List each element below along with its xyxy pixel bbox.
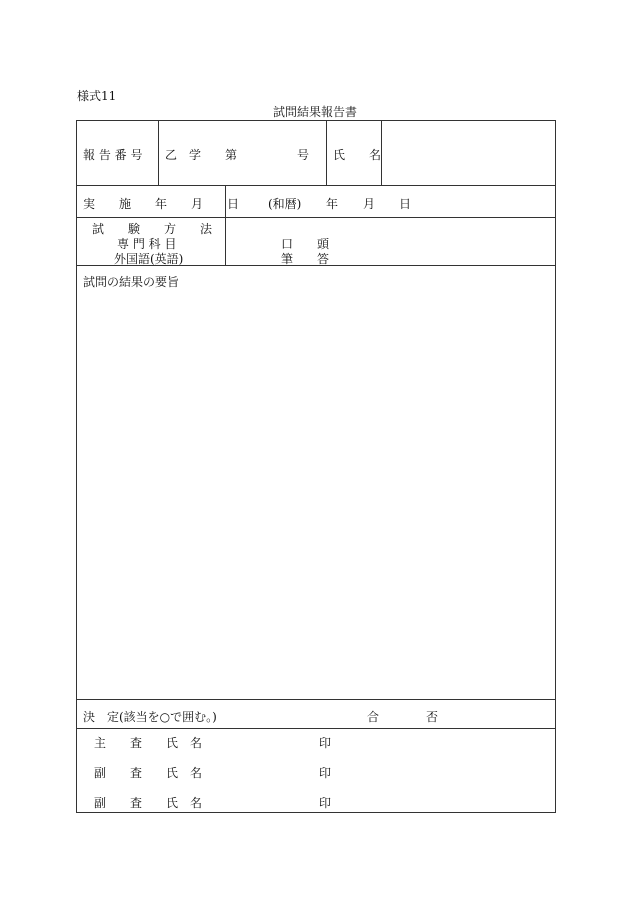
vice-examiner-1-label: 副 査 氏 名 [94,766,203,780]
month-text: 月 [363,197,376,211]
summary-label: 試問の結果の要旨 [83,275,180,289]
oral-text: 口 頭 [281,237,330,251]
foreign-language-label: 外国語(英語) [114,252,184,266]
pass-option[interactable]: 合 [367,710,380,724]
document-title: 試問結果報告書 [272,105,357,119]
divider-name-label-right [381,121,382,185]
chief-examiner-label: 主 査 氏 名 [94,736,203,750]
era-text: (和暦) [268,197,302,211]
divider-name-label-left [326,121,327,185]
rule-after-summary [77,699,555,700]
vice-examiner-1-seal[interactable]: 印 [319,766,332,780]
fail-option[interactable]: 否 [426,710,439,724]
form-id: 様式11 [77,89,117,103]
divider-report-label [158,121,159,185]
report-number-label: 報 告 番 号 [83,148,143,162]
vice-examiner-2-seal[interactable]: 印 [319,796,332,810]
dai-text: 第 [225,148,238,162]
date-label: 実 施 年 月 日 [83,197,240,211]
day-text: 日 [399,197,412,211]
specialty-label: 専 門 科 目 [117,237,177,251]
method-label: 試 験 方 法 [92,222,213,236]
go-text: 号 [297,148,310,162]
report-form [76,120,556,813]
summary-body-field[interactable] [83,293,543,693]
name-label: 氏 名 [333,148,382,162]
written-text: 筆 答 [281,252,330,266]
otsu-gaku-text: 乙 学 [165,148,202,162]
decision-label: 決 定(該当を○で囲む。) [83,710,217,724]
rule-after-decision [77,728,555,729]
chief-examiner-seal[interactable]: 印 [319,736,332,750]
year-text: 年 [326,197,339,211]
vice-examiner-2-label: 副 査 氏 名 [94,796,203,810]
rule-after-report-row [77,185,555,186]
rule-after-date-row [77,217,555,218]
